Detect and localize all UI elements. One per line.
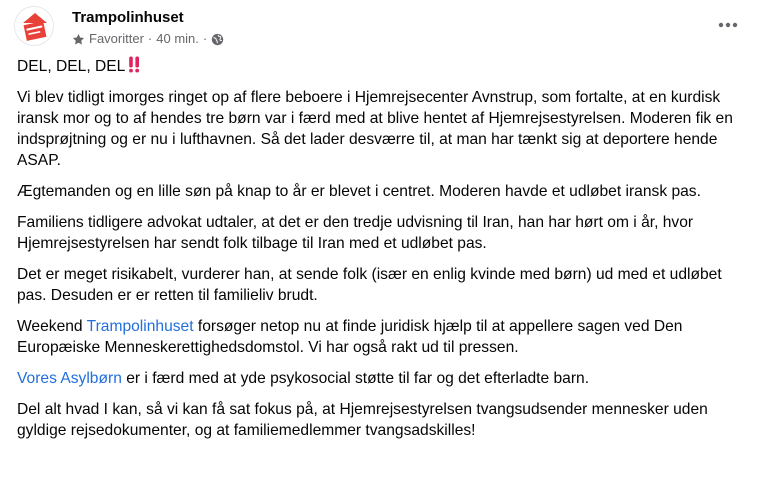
post-intro <box>17 56 747 77</box>
post-paragraph: Vi blev tidligt imorges ringet op af flere beboere i Hjemrejsecenter Avnstrup, som fortalte, at en kurdisk iransk mor og to af hendes tre børn var i færd med at blive hentet af Hjemrejsestyrelsen. Moderen fik en indsprøjtning og er nu i lufthavnen. Så det lader desværre til, at man har tænkt sig at deportere hende ASAP. <box>17 89 733 169</box>
meta-separator: · <box>202 31 208 46</box>
mention-vores-asylboern-link[interactable]: Vores Asylbørn <box>17 370 122 387</box>
star-icon <box>72 33 85 46</box>
trampolinhuset-logo-icon <box>15 7 54 46</box>
meta-separator: · <box>147 31 153 46</box>
post-paragraph <box>17 316 747 358</box>
more-options-icon <box>718 22 738 28</box>
post-meta <box>72 31 224 47</box>
post-paragraph: Del alt hvad I kan, så vi kan få sat fokus på, at Hjemrejsestyrelsen tvangsudsender mennesker uden gyldige rejsedokumenter, og at familiemedlemmer tvangsadskilles! <box>17 401 708 439</box>
paragraph-text: forsøger netop nu at finde juridisk hjælp til at appellere sagen ved Den Europæiske Menneskerettighedsdomstol. Vi har også rakt ud til pressen. <box>17 318 683 356</box>
page-avatar[interactable] <box>14 6 54 46</box>
post-body <box>17 56 747 441</box>
intro-text: DEL, DEL, DEL <box>17 58 126 75</box>
globe-icon[interactable] <box>211 33 224 46</box>
paragraph-text: Weekend <box>17 318 87 335</box>
post-paragraph: Familiens tidligere advokat udtaler, at det er den tredje udvisning til Iran, han har hørt om i år, hvor Hjemrejsestyrelsen har sendt folk tilbage til Iran med et udløbet pas. <box>17 214 694 252</box>
page-name-link[interactable]: Trampolinhuset <box>72 9 184 26</box>
more-options-button[interactable] <box>713 10 743 40</box>
audience-label[interactable]: Favoritter <box>89 31 144 46</box>
post-paragraph <box>17 368 747 389</box>
double-exclamation-icon <box>128 56 141 73</box>
paragraph-text: er i færd med at yde psykosocial støtte til far og det efterladte barn. <box>121 370 590 387</box>
post-paragraph: Ægtemanden og en lille søn på knap to år er blevet i centret. Moderen havde et udløbet iransk pas. <box>17 183 701 200</box>
post-timestamp[interactable]: 40 min. <box>156 31 199 46</box>
post-paragraph: Det er meget risikabelt, vurderer han, at sende folk (især en enlig kvinde med børn) ud med et udløbet pas. Desuden er er retten til familieliv brudt. <box>17 266 722 304</box>
mention-trampolinhuset-link[interactable]: Trampolinhuset <box>86 318 194 335</box>
post-header <box>14 6 745 52</box>
